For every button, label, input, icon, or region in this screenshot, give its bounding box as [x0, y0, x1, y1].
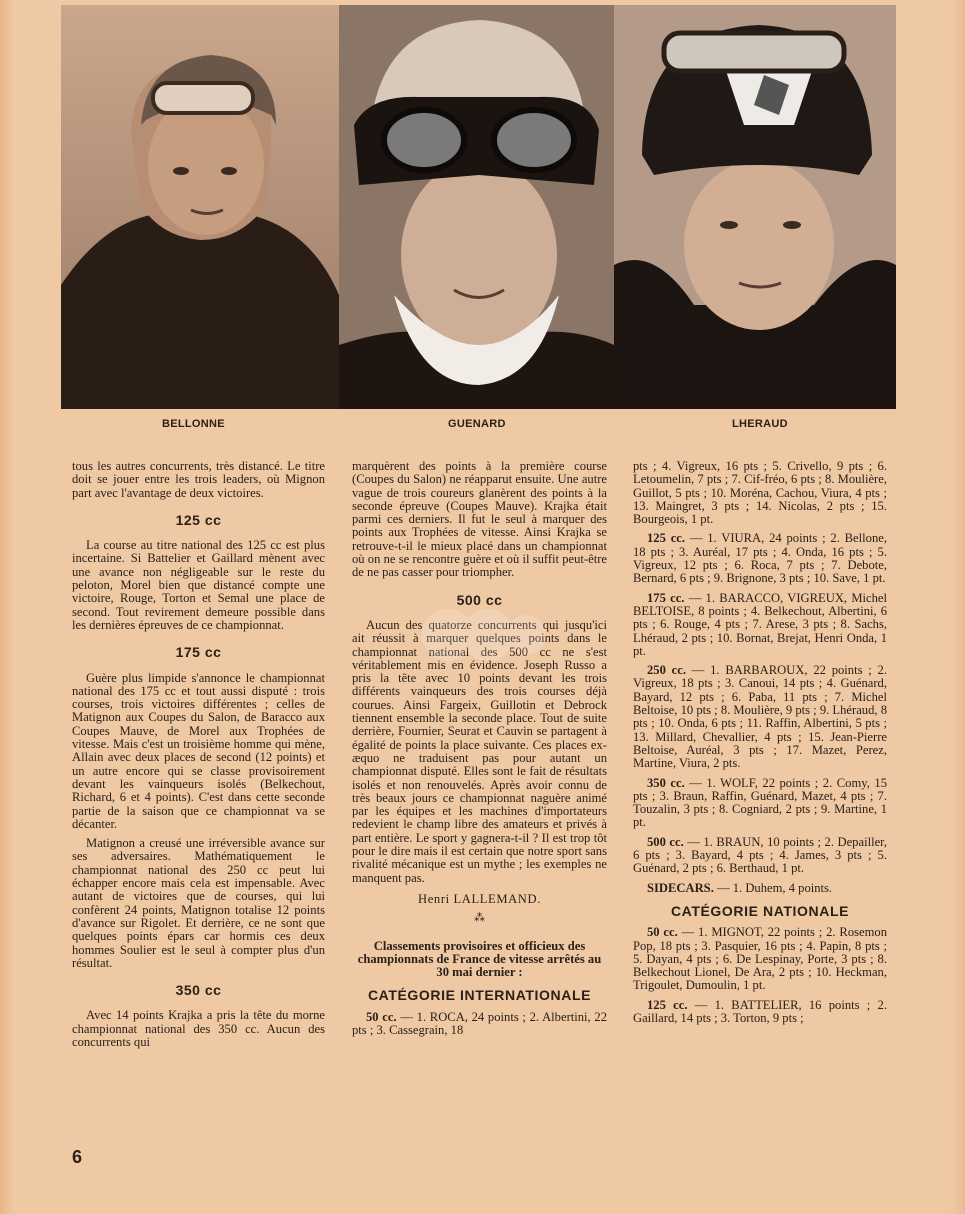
section-heading-500cc: 500 cc: [456, 591, 503, 608]
paragraph: Avec 14 points Krajka a pris la tête du morne championnat national des 350 cc. Aucun des concurrents qui: [72, 1008, 325, 1049]
paragraph: marquèrent des points à la première course (Coupes du Salon) ne réapparut ensuite. Une autre vague de trois coureurs glanèrent des points à la seconde épreuve (Coupes Mauve). Krajka était parmi ces derniers. Il fut le seul à marquer des points aux Trophées de vitesse. Ainsi Krajka se retrouve-t-il le mieux placé dans un championnat où on ne se rencontre guère et où il suffit peut-être de ne pas casser pour triompher.: [352, 459, 607, 580]
page-number: 6: [72, 1147, 83, 1167]
result-int-175cc: 175 cc. — 1. BARACCO, VIGREUX, Michel BELTOISE, 8 points ; 4. Belkechout, Albertini, 6 pts ; 6. Rouge, 4 pts ; 7. Arese, 3 pts ; 8. Sachs, Lhéraud, 2 pts ; 10. Bornat, Brejat, Henri Onda, 1 pt.: [633, 590, 887, 658]
photo-lheraud: [614, 5, 896, 409]
result-int-500cc: 500 cc. — 1. BRAUN, 10 points ; 2. Depailler, 6 pts ; 3. Bayard, 4 pts ; 4. James, 3 pts ; 5. Guénard, 2 pts ; 6. Berthaud, 1 pt.: [633, 834, 887, 876]
result-nat-125cc: 125 cc. — 1. BATTELIER, 16 points ; 2. Gaillard, 14 pts ; 3. Torton, 9 pts ;: [633, 997, 887, 1025]
section-heading-125cc: 125 cc: [175, 511, 222, 528]
result-nat-50cc: 50 cc. — 1. MIGNOT, 22 points ; 2. Rosemon Pop, 18 pts ; 3. Pasquier, 16 pts ; 4. Papin, 8 pts ; 5. Dayan, 4 pts ; 6. De Lespinay, Porte, 3 pts ; 8. Belkechout Lionel, De Ara, 2 pts ; 10. Heckman, Trigoulet, Dumoulin, 1 pt.: [633, 925, 887, 993]
caption-lheraud: LHERAUD: [732, 418, 788, 430]
page-edge-left: [0, 0, 14, 1214]
section-heading-175cc: 175 cc: [175, 644, 222, 661]
heading-categorie-nationale: CATÉGORIE NATIONALE: [670, 902, 850, 919]
author-signature: Henri LALLEMAND.: [418, 891, 541, 906]
result-int-50cc-continued: pts ; 4. Vigreux, 16 pts ; 5. Crivello, 9 pts ; 6. Letoumelin, 7 pts ; 7. Cif-fréo, 6 pts ; 8. Moulière, Guillot, 5 pts ; 10. Moréna, Cachou, Viura, 4 pts ; 13. Maingret, 3 pts ; 14. Nicolas, 2 pts ; 15. Bourgeois, 1 pt.: [633, 459, 887, 527]
result-int-50cc: 50 cc. — 1. ROCA, 24 points ; 2. Albertini, 22 pts ; 3. Cassegrain, 18: [352, 1009, 608, 1037]
portrait-photo-strip: [61, 5, 896, 409]
asterism-divider: ⁂: [474, 912, 485, 925]
paragraph: Matignon a creusé une irréversible avance sur ses adversaires. Mathématiquement le championnat national des 250 cc peut lui échapper encore mais cela est impensable. Avec autant de victoires que de courses, qui lui confèrent 24 points, Matignon totalise 12 points d'avance sur Rigolet. Et derrière, ce ne sont que quelques points épars car hormis ces deux hommes Soulier est le seul à compter plus d'un résultat.: [72, 836, 325, 970]
paragraph: Aucun des quatorze concurrents qui jusqu'ici ait réussit à marquer quelques points dans le championnat national des 500 cc ne s'est véritablement mis en évidence. Joseph Russo a pris la tête avec 10 points devant les trois différents vainqueurs des trois courses déjà courues. Ainsi Fargeix, Guillotin et Debrock tiennent ensemble la seconde place. Tout de suite derrière, Fournier, Seurat et Cauvin se partagent à égalité de points la place suivante. Ces places ex-æquo ne traduisent pas pour autant un championnat disputé. Elles sont le fait de résultats isolés et non renouvelés. Après avoir connu de très beaux jours ce championnat naguère animé par les équipes et les machines d'importateurs redevient le champ libre des amateurs et privés à part entière. Le sport y gagnera-t-il ? Il est trop tôt pour le dire mais il est certain que notre sport sans rivalité mécanique est un mythe ; les exemples ne manquent pas.: [352, 617, 607, 885]
page-edge-right: [951, 0, 965, 1214]
caption-bellonne: BELLONNE: [162, 418, 225, 430]
paragraph: tous les autres concurrents, très distancé. Le titre doit se jouer entre les trois leaders, où Mignon part avec l'avantage de deux victoires.: [72, 459, 325, 500]
photo-guenard: [339, 5, 614, 409]
result-int-350cc: 350 cc. — 1. WOLF, 22 points ; 2. Comy, 15 pts ; 3. Braun, Raffin, Guénard, Mazet, 4 pts ; 7. Touzalin, 3 pts ; 8. Cogniard, 2 pts ; 9. Martine, 1 pt.: [633, 775, 887, 830]
photo-bellonne: [61, 5, 339, 409]
paragraph: Guère plus limpide s'annonce le championnat national des 175 cc et tout aussi disputé : trois courses, trois victoires différentes ; celles de Matignon aux Coupes du Salon, de Baracco aux Coupes Mauve, de Morel aux Trophées de vitesse. Mais c'est un troisième homme qui mène, Allain avec deux places de second (12 points) et un autre encore qui se classe provisoirement devant les vainqueurs isolés (Belkechout, Richard, 6 et 4 points). C'est dans cette seconde partie de la saison que ce championnat va se décanter.: [72, 670, 325, 831]
result-int-125cc: 125 cc. — 1. VIURA, 24 points ; 2. Bellone, 18 pts ; 3. Auréal, 17 pts ; 4. Onda, 16 pts ; 5. Vigreux, 12 pts ; 6. Roca, 7 pts ; 7. Debote, Bernard, 6 pts ; 9. Brignone, 3 pts ; 10. Save, 1 pt.: [633, 531, 887, 586]
standings-intro: Classements provisoires et officieux des championnats de France de vitesse arrêtés au 30 mai dernier :: [357, 938, 602, 980]
article-column-3: [633, 460, 887, 1031]
result-int-250cc: 250 cc. — 1. BARBAROUX, 22 points ; 2. Vigreux, 18 pts ; 3. Canoui, 14 pts ; 4. Guénard, Bayard, 12 pts ; 6. Paba, 11 pts ; 7. Michel Beltoise, 10 pts ; 8. Moulière, 9 pts ; 9. Lhéraud, 8 pts ; 10. Onda, 6 pts ; 11. Raffin, Albertini, 5 pts ; 13. Millard, Chevallier, 4 pts ; 15. Jean-Pierre Beltoise, Auréal, 3 pts ; 17. Mazet, Perez, Martine, Viura, 2 pts.: [633, 663, 887, 771]
heading-categorie-internationale: CATÉGORIE INTERNATIONALE: [367, 987, 592, 1004]
section-heading-350cc: 350 cc: [175, 982, 222, 999]
caption-guenard: GUENARD: [448, 418, 506, 430]
article-column-1: [72, 460, 325, 1055]
result-int-sidecars: SIDECARS. — 1. Duhem, 4 points.: [647, 880, 833, 895]
article-column-2: [352, 460, 607, 1043]
paragraph: La course au titre national des 125 cc est plus incertaine. Si Battelier et Gaillard mènent avec une avance non négligeable sur le reste du peloton, Morel bien que distancé compte une victoire, Rouge, Torton et Semal une place de second. Tout revirement demeure possible dans les dernières épreuves de ce championnat.: [72, 538, 325, 632]
